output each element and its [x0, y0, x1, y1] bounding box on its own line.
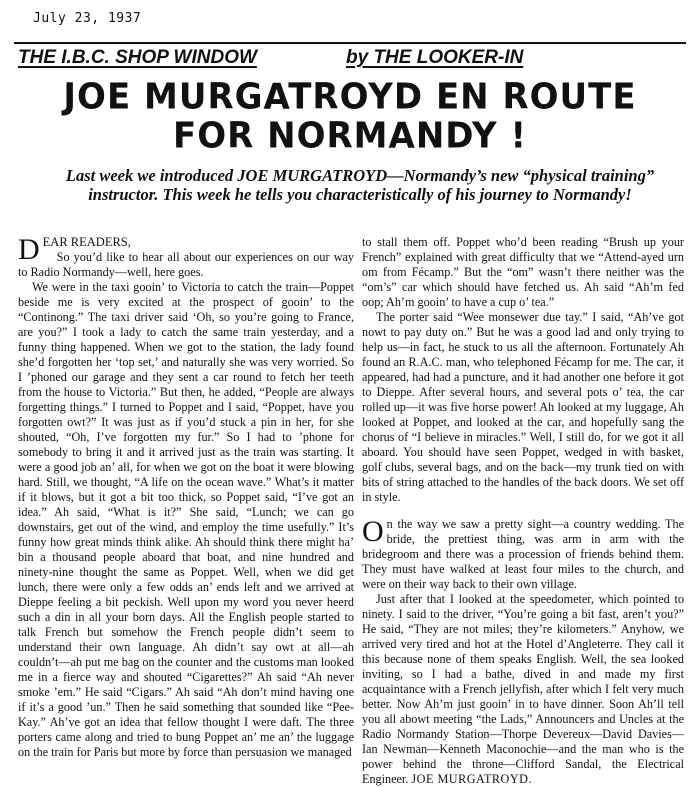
top-rule [14, 42, 686, 44]
article-paragraph: The porter said “Wee monsewer due tay.” I said, “Ah’ve got nowt to pay duty on.” But he was a good lad and only trying to help us—in fact, he stuck to us all the afternoon. Fortunately Ah found an R.A.C. man, who telephoned Fécamp for me. The car, it appeared, had had a puncture, and it had another one before it got to Dieppe. After several hours, and several pots o’ tea, the car rolled up—it was five horse power! Ah looked at my luggage, Ah looked at Poppet, and looked at the car, and hopefully sang the chorus of “I believe in miracles.” Well, I still do, for we got it all aboard. You should have seen Poppet, wedged in with basket, golf clubs, several bags, and on the back—my trunk tied on with bits of string attached to the handles of the back doors. We set off in style. [362, 310, 684, 504]
byline: by THE LOOKER-IN [346, 47, 524, 68]
section-break [362, 505, 684, 517]
article-paragraph [362, 592, 684, 787]
section-opening-paragraph [362, 517, 684, 592]
issue-date: July 23, 1937 [33, 11, 142, 26]
signature: JOE MURGATROYD. [411, 772, 533, 786]
article-column-right [362, 235, 684, 787]
headline-line-1: JOE MURGATROYD EN ROUTE [63, 76, 637, 119]
column-title: THE I.B.C. SHOP WINDOW [18, 47, 257, 68]
article-paragraph: to stall them off. Poppet who’d been reading “Brush up your French” explained with great difficulty that we “Attend-ayed urn om from Fécamp.” But the “om” wasn’t there neither was the “om’s” car which should have fetched us. Ah said “Ah’m fed oop; Ah’m gooin’ to have a cup o’ tea.” [362, 235, 684, 309]
drop-cap: D [18, 233, 40, 266]
article-paragraph: We were in the taxi gooin’ to Victoria to catch the train—Poppet beside me is very excited at the prospect of gooin’ to the “Continong.” The taxi driver said ‘Oh, so you’re going to France, are you?” I took a lady to catch the same train yesterday, and a funny thing happened. When we got to the station, the lady found she’d forgotten her ‘top set,’ and naturally she was very worried. So I ’phoned our garage and they sent a car round to fetch her teeth from the house to Victoria.” But then, he added, “People are always forgetting things.” I turned to Poppet and I said, “Poppet, have you forgotten owt?” It was just as if you’d stuck a pin in her, for she shouted, “Oh, I’ve forgotten my fur.” So I had to ’phone for somebody to bring it and it arrived just as the train was starting. It were a good job an’ all, for when we got on the boat it were blowing hard. Still, we thought, “A life on the ocean wave.” What’s it matter if it blows, but it got a bit too thick, so Poppet said, “I’ve got an idea.” Ah said, “What is it?” She said, “Lunch; we can go downstairs, get out of the wind, and employ the time usefully.” It’s funny how great minds think alike. Ah should think there might ha’ bin a thousand people aboard that boat, and nine hundred and ninety-nine thought the same as Poppet. Well, when we did get lunch, there were only a few odds an’ ends left and we arrived at Dieppe feeling a bit peckish. Well upon my word you never heerd such a din in all your born days. All the English people started to talk French but somehow the French people didn’t seem to understand their own language. Ah didn’t say owt at all—ah couldn’t—ah put me bag on the counter and the customs man looked me in a fierce way and shouted “Cigarettes?” Ah said “Ah never smoke ’em.” He said “Cigars.” Ah said “Ah don’t mind having one if it’s a good ’un.” Then he said something that sounded like “Pee-Kay.” Ah’ve got an idea that fellow thought I were daft. The three porters came along and tried to bung Poppet an’ me an’ the luggage on the train for Paris but more by force than persuasion we managed [18, 280, 354, 759]
drop-cap-2: O [362, 515, 384, 548]
salutation: EAR READERS, [42, 235, 131, 249]
article-column-left [18, 235, 354, 760]
closing-paragraph-text: Just after that I looked at the speedometer, which pointed to ninety. I said to the driver, “You’re going a bit fast, aren’t you?” He said, “They are not miles; they’re kilometers.” Anyhow, we arrived very tired and hot at the Hotel d’Angleterre. They call it this because none of them speaks English. Well, the sea looked inviting, so I had a bathe, dived in and made my first acquaintance with a French jellyfish, after which I felt very much better. Now Ah’m just gooin’ in to have dinner. Soon Ah’ll tell you all abowt meeting “the Lads,” Announcers and Uncles at the Radio Normandy Station—Thorpe Devereux—David Davies—Ian Newman—Kenneth Maconochie—and the man who is the power behind the throne—Clifford Sandal, the Electrical Engineer. [362, 592, 684, 786]
masthead [0, 47, 700, 73]
headline [14, 78, 686, 156]
standfirst: Last week we introduced JOE MURGATROYD—Normandy’s new “physical training” instructor. This week he tells you characteristically of his journey to Normandy! [65, 166, 655, 204]
article-paragraph: So you’d like to hear all about our experiences on our way to Radio Normandy—well, here goes. [18, 250, 354, 279]
headline-line-2: FOR NORMANDY ! [173, 114, 527, 157]
section-opening-text: n the way we saw a pretty sight—a country wedding. The bride, the prettiest thing, was arm in arm with the bridegroom and there was a procession of friends behind them. They must have walked at least four miles to the church, and were on their way back to their own village. [362, 517, 684, 591]
